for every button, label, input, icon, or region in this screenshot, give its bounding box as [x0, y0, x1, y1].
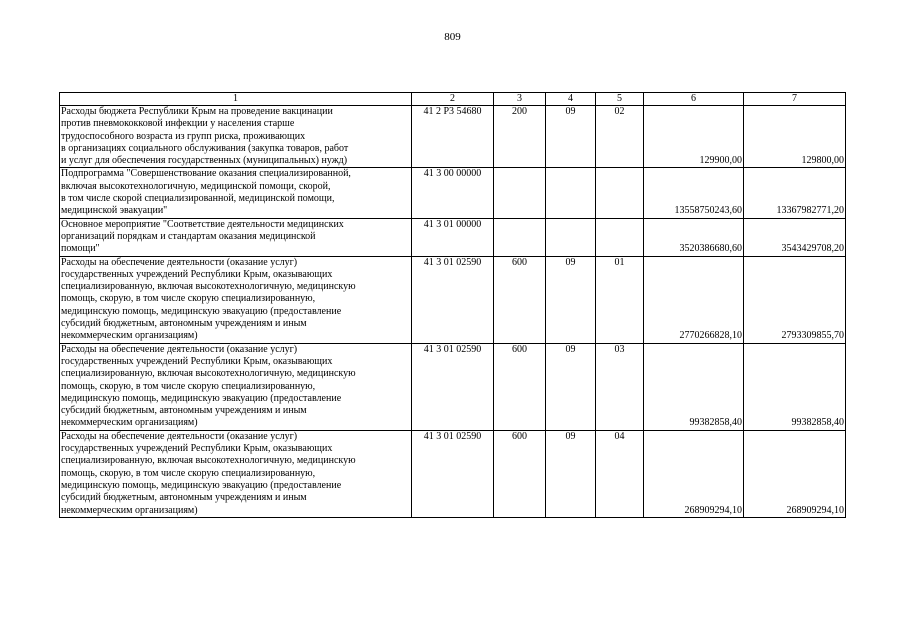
section-code: 09 — [546, 256, 596, 343]
subsection-code — [596, 168, 644, 218]
table-row — [60, 430, 846, 517]
amount-column-7: 13367982771,20 — [744, 168, 846, 218]
subsection-code — [596, 218, 644, 256]
column-header: 6 — [644, 93, 744, 106]
amount-column-7: 99382858,40 — [744, 343, 846, 430]
column-header: 4 — [546, 93, 596, 106]
section-code: 09 — [546, 106, 596, 168]
classification-code: 41 3 01 02590 — [412, 343, 494, 430]
amount-column-7: 129800,00 — [744, 106, 846, 168]
amount-column-7: 268909294,10 — [744, 430, 846, 517]
amount-column-6: 129900,00 — [644, 106, 744, 168]
section-code: 09 — [546, 430, 596, 517]
amount-column-7: 2793309855,70 — [744, 256, 846, 343]
column-header: 3 — [494, 93, 546, 106]
table-row — [60, 256, 846, 343]
table-row — [60, 106, 846, 168]
section-code: 09 — [546, 343, 596, 430]
table-row — [60, 343, 846, 430]
amount-column-6: 268909294,10 — [644, 430, 744, 517]
expense-name: Расходы на обеспечение деятельности (оказание услуг) государственных учреждений Республики Крым, оказывающих специализированную, включая высокотехнологичную, медицинскую помощь, скорую, в том числе скорую специализированную, медицинскую помощь, медицинскую эвакуацию (предоставление субсидий бюджетным, автономным учреждениям и иным некоммерческим организациям) — [60, 256, 412, 343]
column-header: 7 — [744, 93, 846, 106]
expense-type-code: 600 — [494, 430, 546, 517]
table-row — [60, 168, 846, 218]
expense-name: Основное мероприятие "Соответствие деятельности медицинских организаций порядкам и стандартам оказания медицинской помощи" — [60, 218, 412, 256]
table-row — [60, 218, 846, 256]
expense-type-code — [494, 218, 546, 256]
classification-code: 41 3 01 00000 — [412, 218, 494, 256]
classification-code: 41 3 01 02590 — [412, 430, 494, 517]
expense-name: Подпрограмма "Совершенствование оказания специализированной, включая высокотехнологичную, медицинской помощи, скорой, в том числе скорой специализированной, медицинской помощи, медицинской эвакуации" — [60, 168, 412, 218]
classification-code: 41 3 00 00000 — [412, 168, 494, 218]
subsection-code: 02 — [596, 106, 644, 168]
classification-code: 41 2 P3 54680 — [412, 106, 494, 168]
expense-name: Расходы на обеспечение деятельности (оказание услуг) государственных учреждений Республики Крым, оказывающих специализированную, включая высокотехнологичную, медицинскую помощь, скорую, в том числе скорую специализированную, медицинскую помощь, медицинскую эвакуацию (предоставление субсидий бюджетным, автономным учреждениям и иным некоммерческим организациям) — [60, 343, 412, 430]
amount-column-7: 3543429708,20 — [744, 218, 846, 256]
amount-column-6: 13558750243,60 — [644, 168, 744, 218]
subsection-code: 01 — [596, 256, 644, 343]
section-code — [546, 168, 596, 218]
budget-table — [59, 92, 846, 518]
amount-column-6: 2770266828,10 — [644, 256, 744, 343]
section-code — [546, 218, 596, 256]
expense-type-code: 200 — [494, 106, 546, 168]
expense-type-code: 600 — [494, 256, 546, 343]
subsection-code: 03 — [596, 343, 644, 430]
expense-type-code — [494, 168, 546, 218]
expense-name: Расходы бюджета Республики Крым на проведение вакцинации против пневмококковой инфекции у населения старше трудоспособного возраста из групп риска, проживающих в организациях социального обслуживания (закупка товаров, работ и услуг для обеспечения государственных (муниципальных) нужд) — [60, 106, 412, 168]
column-header: 5 — [596, 93, 644, 106]
column-header: 1 — [60, 93, 412, 106]
subsection-code: 04 — [596, 430, 644, 517]
classification-code: 41 3 01 02590 — [412, 256, 494, 343]
page-number: 809 — [444, 31, 461, 43]
column-header: 2 — [412, 93, 494, 106]
amount-column-6: 3520386680,60 — [644, 218, 744, 256]
amount-column-6: 99382858,40 — [644, 343, 744, 430]
expense-name: Расходы на обеспечение деятельности (оказание услуг) государственных учреждений Республики Крым, оказывающих специализированную, включая высокотехнологичную, медицинскую помощь, скорую, в том числе скорую специализированную, медицинскую помощь, медицинскую эвакуацию (предоставление субсидий бюджетным, автономным учреждениям и иным некоммерческим организациям) — [60, 430, 412, 517]
expense-type-code: 600 — [494, 343, 546, 430]
table-header-row — [60, 93, 846, 106]
